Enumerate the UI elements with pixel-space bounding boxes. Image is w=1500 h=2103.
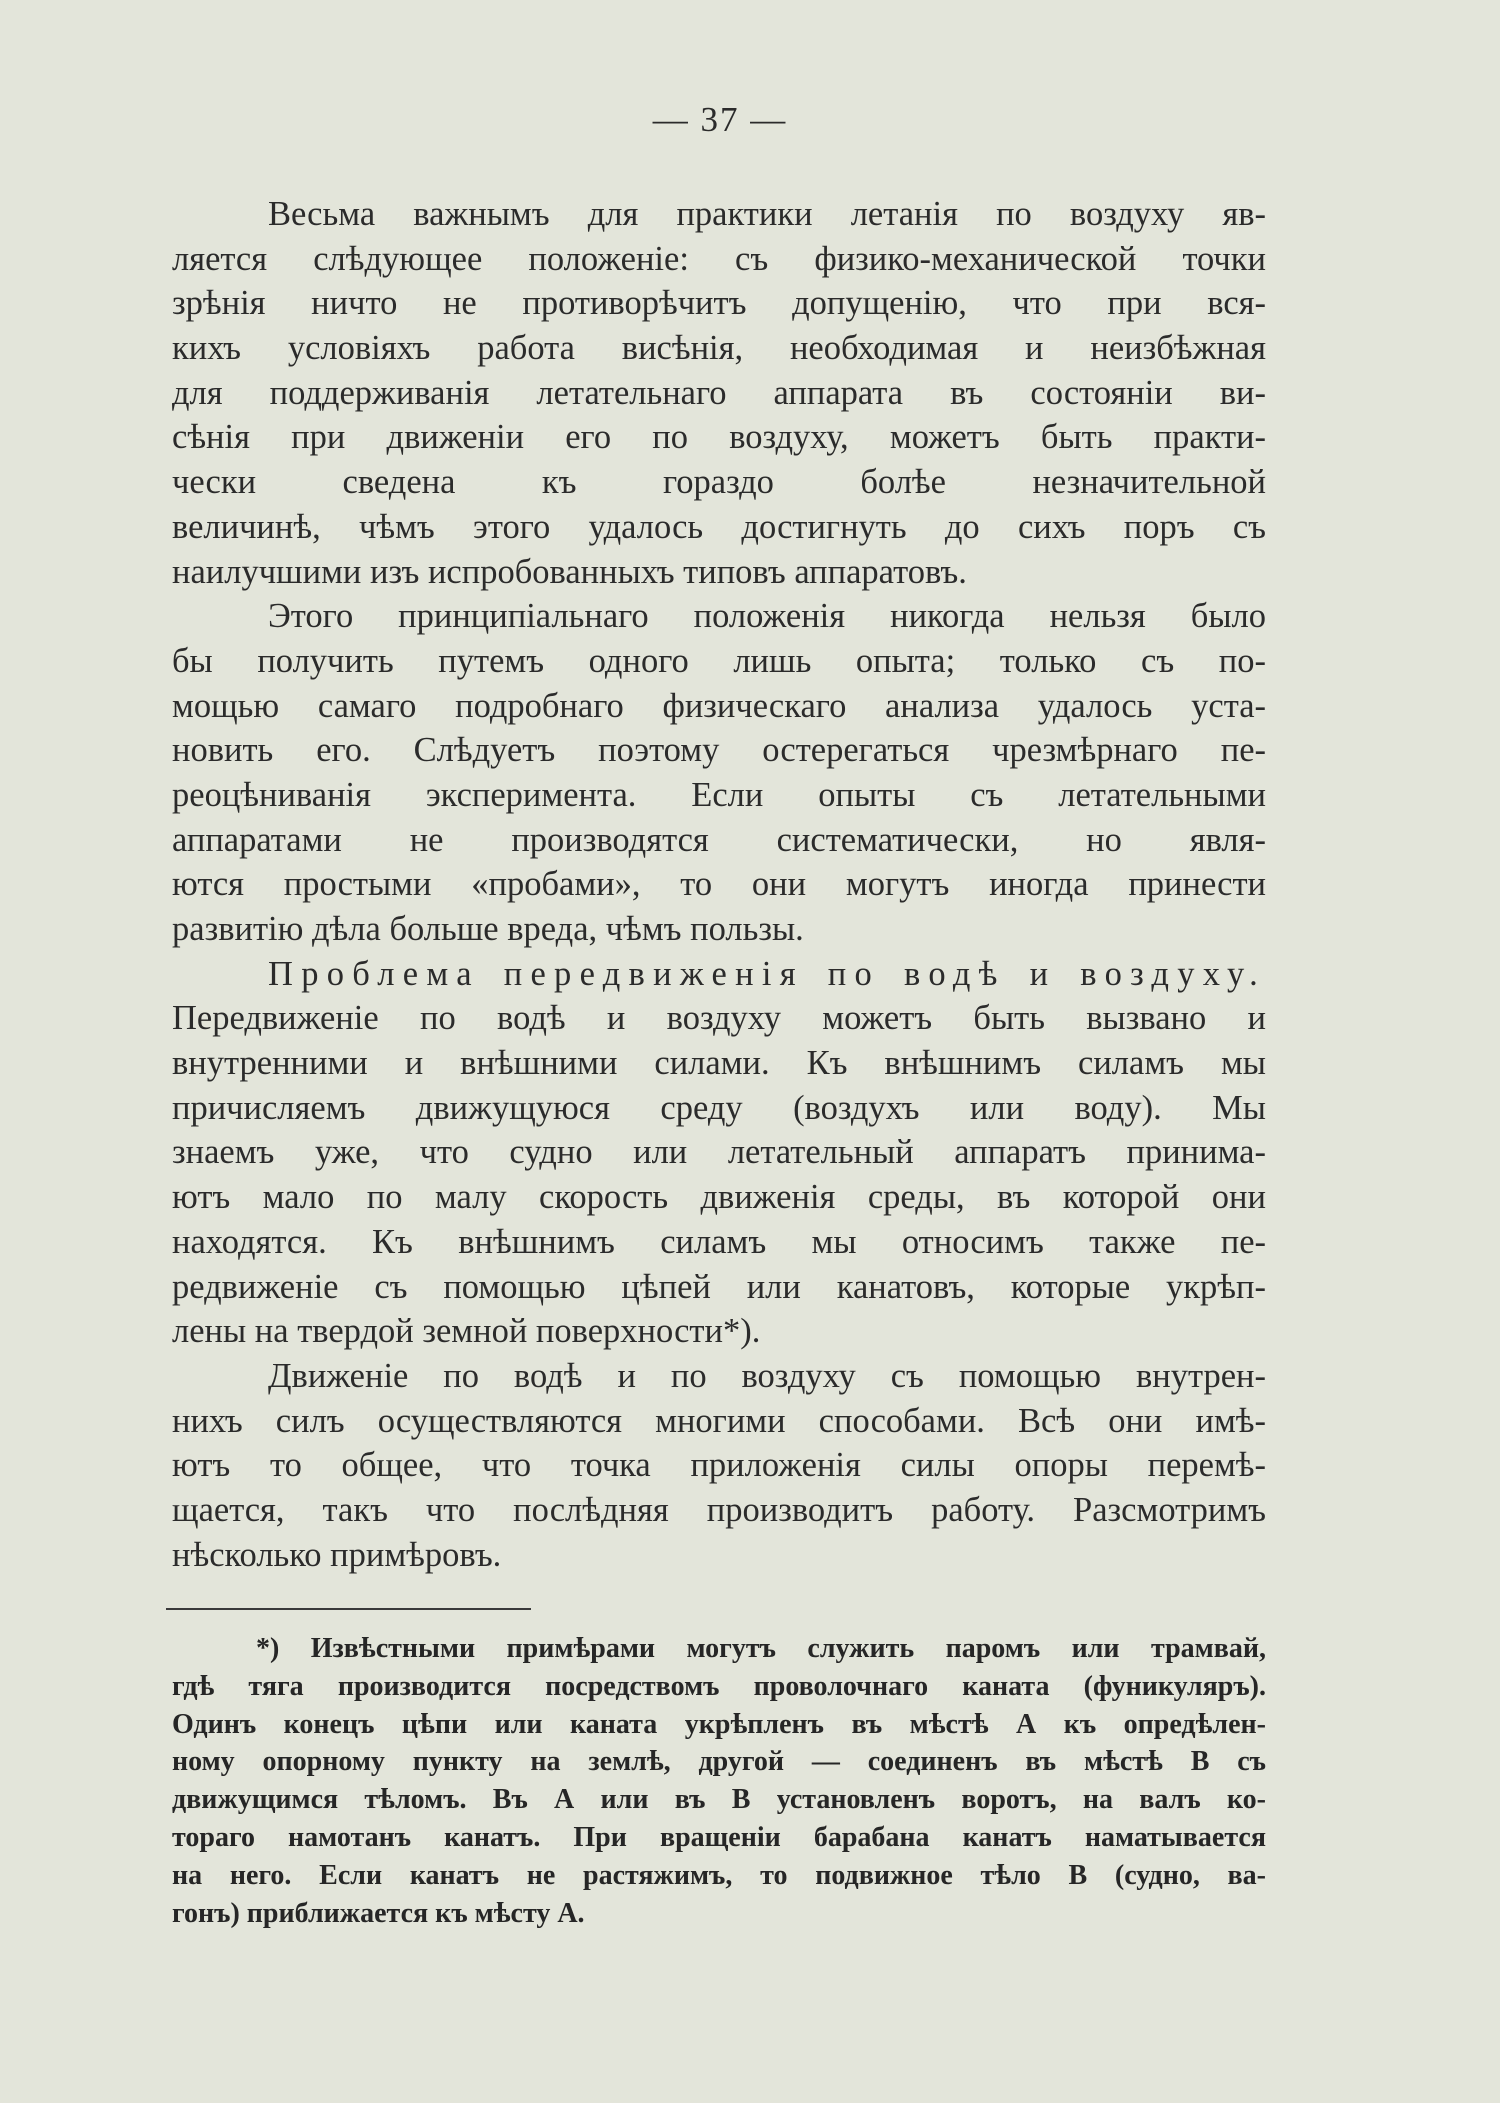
text-line: Весьма важнымъ для практики летанія по воздуху яв- — [268, 195, 1266, 233]
text-line: новить его. Слѣдуетъ поэтому остерегаться чрезмѣрнаго пе- — [172, 731, 1266, 770]
text-line: Этого принципіальнаго положенія никогда нельзя было — [268, 597, 1266, 636]
footnote-line: Одинъ конецъ цѣпи или каната укрѣпленъ въ мѣстѣ А къ опредѣлен- — [172, 1708, 1266, 1740]
text-line: Передвиженіе по водѣ и воздуху можетъ быть вызвано и — [172, 999, 1266, 1038]
text-line: нѣсколько примѣровъ. — [172, 1535, 502, 1574]
text-line: кихъ условіяхъ работа висѣнія, необходимая и неизбѣжная — [172, 329, 1266, 368]
footnote-line: гдѣ тяга производится посредствомъ проволочнаго каната (фуникуляръ). — [172, 1670, 1266, 1702]
footnote-line: гонъ) приближается къ мѣсту А. — [172, 1897, 585, 1929]
text-line: наилучшими изъ испробованныхъ типовъ аппаратовъ. — [172, 552, 967, 591]
footnote-line: движущимся тѣломъ. Въ А или въ В установленъ воротъ, на валъ ко- — [172, 1784, 1266, 1816]
text-line: Движеніе по водѣ и по воздуху съ помощью внутрен- — [268, 1356, 1266, 1395]
text-line: внутренними и внѣшними силами. Къ внѣшнимъ силамъ мы — [172, 1044, 1266, 1083]
text-line: знаемъ уже, что судно или летательный аппаратъ принима- — [172, 1133, 1266, 1172]
text-line: ютъ то общее, что точка приложенія силы опоры перемѣ- — [172, 1446, 1266, 1485]
body-text — [172, 192, 1266, 1577]
text-line: мощью самаго подробнаго физическаго анализа удалось уста- — [172, 686, 1266, 725]
text-line: реоцѣниванія эксперимента. Если опыты съ летательными — [172, 775, 1266, 814]
footnote-rule — [166, 1608, 531, 1610]
text-line: сѣнія при движеніи его по воздуху, можетъ быть практи- — [172, 418, 1266, 457]
text-line: величинѣ, чѣмъ этого удалось достигнуть до сихъ поръ съ — [172, 507, 1266, 546]
text-line: чески сведена къ гораздо болѣе незначительной — [172, 463, 1266, 502]
text-line: нихъ силъ осуществляются многими способами. Всѣ они имѣ- — [172, 1401, 1266, 1440]
text-line: причисляемъ движущуюся среду (воздухъ или воду). Мы — [172, 1088, 1266, 1127]
footnote-line: *) Извѣстными примѣрами могутъ служить паромъ или трамвай, — [256, 1633, 1266, 1664]
footnote-line: тораго намотанъ канатъ. При вращеніи барабана канатъ наматывается — [172, 1821, 1266, 1853]
text-line: лены на твердой земной поверхности*). — [172, 1312, 761, 1351]
footnote-line: ному опорному пункту на землѣ, другой — соединенъ въ мѣстѣ В съ — [172, 1746, 1266, 1778]
text-line: зрѣнія ничто не противорѣчитъ допущенію, что при вся- — [172, 284, 1266, 323]
text-line: для поддерживанія летательнаго аппарата въ состояніи ви- — [172, 373, 1266, 412]
text-line: аппаратами не производятся систематически, но явля- — [172, 820, 1266, 859]
text-line: щается, такъ что послѣдняя производитъ работу. Разсмотримъ — [172, 1490, 1266, 1529]
footnote-line: на него. Если канатъ не растяжимъ, то подвижное тѣло В (судно, ва- — [172, 1859, 1266, 1891]
text-line: бы получить путемъ одного лишь опыта; только съ по- — [172, 641, 1266, 680]
text-line: развитію дѣла больше вреда, чѣмъ пользы. — [172, 910, 804, 948]
footnote — [172, 1630, 1266, 1932]
page-number: — 37 — — [652, 100, 788, 139]
text-line: ются простыми «пробами», то они могутъ иногда принести — [172, 865, 1266, 904]
text-line: редвиженіе съ помощью цѣпей или канатовъ, которые укрѣп- — [172, 1267, 1266, 1306]
text-line: находятся. Къ внѣшнимъ силамъ мы относимъ также пе- — [172, 1222, 1266, 1261]
text-line: ютъ мало по малу скорость движенія среды, въ которой они — [172, 1178, 1266, 1217]
section-heading: Проблема передвиженія по водѣ и воздуху. — [268, 954, 1266, 993]
text-line: ляется слѣдующее положеніе: съ физико-механической точки — [172, 239, 1266, 278]
